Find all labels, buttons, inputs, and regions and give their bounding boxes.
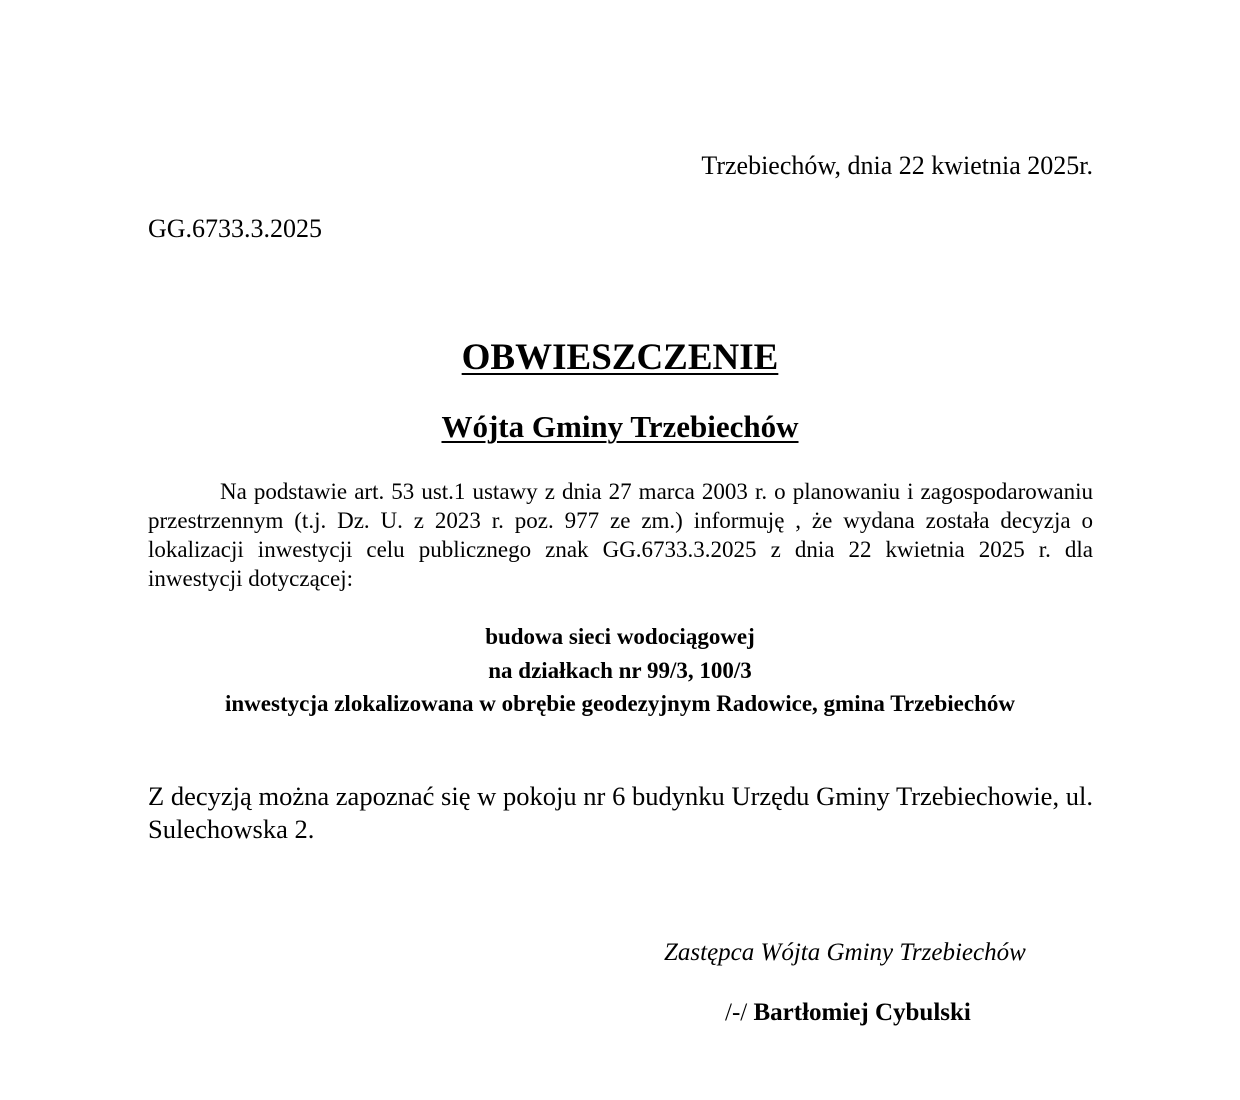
- investment-line-location: inwestycja zlokalizowana w obrębie geodezyjnym Radowice, gmina Trzebiechów: [225, 691, 1015, 716]
- legal-basis-paragraph: Na podstawie art. 53 ust.1 ustawy z dnia 27 marca 2003 r. o planowaniu i zagospodarowaniu przestrzennym (t.j. Dz. U. z 2023 r. poz. 977 ze zm.) informuję , że wydana została decyzja o lokalizacji inwestycji celu publicznego znak GG.6733.3.2025 z dnia 22 kwietnia 2025 r. dla inwestycji dotyczącej:: [148, 479, 1093, 591]
- signer-role: Zastępca Wójta Gminy Trzebiechów: [664, 939, 1026, 966]
- place-and-date: Trzebiechów, dnia 22 kwietnia 2025r.: [701, 151, 1093, 180]
- case-reference: GG.6733.3.2025: [148, 214, 323, 243]
- investment-line-type: budowa sieci wodociągowej: [485, 624, 755, 649]
- signer-name: Bartłomiej Cybulski: [753, 999, 971, 1026]
- signer-block: [725, 997, 971, 1029]
- investment-line-plots: na działkach nr 99/3, 100/3: [488, 657, 752, 683]
- investment-details: [0, 620, 1240, 721]
- signature-prefix: /-/: [725, 999, 748, 1026]
- document-title: OBWIESZCZENIE: [461, 337, 779, 378]
- viewing-info-paragraph: Z decyzją można zapoznać się w pokoju nr 6 budynku Urzędu Gminy Trzebiechowie, ul. Sulechowska 2.: [148, 781, 1093, 844]
- document-subtitle: Wójta Gminy Trzebiechów: [441, 409, 799, 444]
